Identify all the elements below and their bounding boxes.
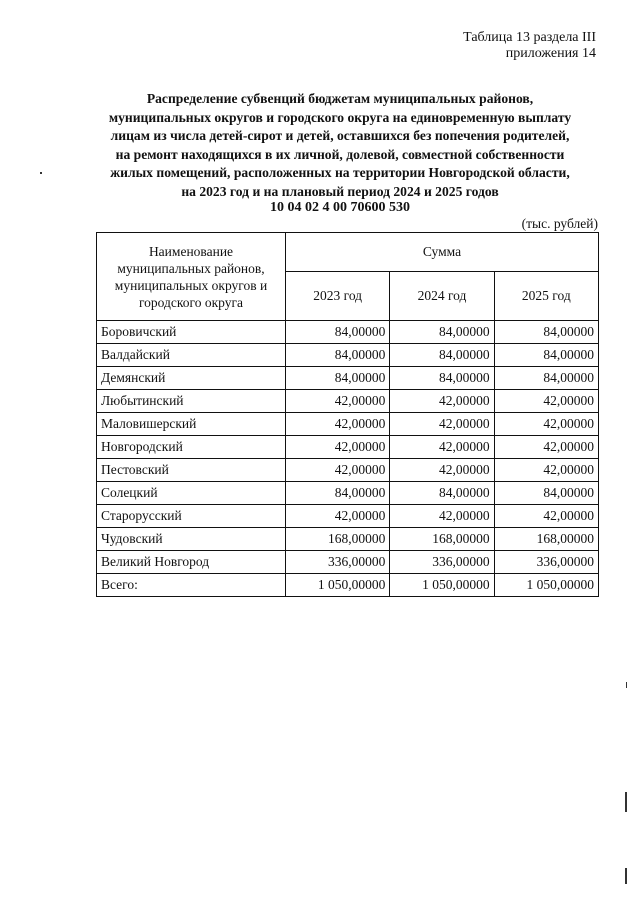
scan-mark bbox=[40, 172, 42, 174]
header-name: Наименование муниципальных районов, муниципальных округов и городского округа bbox=[97, 233, 286, 321]
table-row bbox=[97, 390, 599, 413]
row-name: Старорусский bbox=[97, 505, 286, 528]
row-value-2023: 84,00000 bbox=[286, 482, 390, 505]
row-value-2024: 84,00000 bbox=[390, 482, 494, 505]
table-row bbox=[97, 528, 599, 551]
scan-mark bbox=[626, 682, 627, 688]
row-name: Демянский bbox=[97, 367, 286, 390]
budget-code: 10 04 02 4 00 70600 530 bbox=[270, 200, 410, 215]
row-value-2025: 168,00000 bbox=[494, 528, 598, 551]
total-value-2024: 1 050,00000 bbox=[390, 574, 494, 597]
reference-line-1: Таблица 13 раздела III bbox=[463, 30, 596, 45]
header-sum: Сумма bbox=[286, 233, 599, 272]
row-value-2025: 336,00000 bbox=[494, 551, 598, 574]
title-line: жилых помещений, расположенных на территории Новгородской области, bbox=[110, 165, 570, 181]
row-value-2024: 336,00000 bbox=[390, 551, 494, 574]
scan-mark bbox=[625, 792, 627, 812]
title-line: лицам из числа детей-сирот и детей, оставшихся без попечения родителей, bbox=[110, 128, 570, 144]
table-row bbox=[97, 459, 599, 482]
row-value-2025: 42,00000 bbox=[494, 505, 598, 528]
row-value-2025: 84,00000 bbox=[494, 482, 598, 505]
header-year-2023: 2023 год bbox=[286, 272, 390, 321]
row-value-2023: 42,00000 bbox=[286, 436, 390, 459]
unit-label: (тыс. рублей) bbox=[521, 216, 598, 231]
row-value-2024: 84,00000 bbox=[390, 344, 494, 367]
row-value-2025: 84,00000 bbox=[494, 321, 598, 344]
table-row bbox=[97, 505, 599, 528]
row-name: Новгородский bbox=[97, 436, 286, 459]
table-reference bbox=[463, 30, 596, 62]
row-value-2025: 42,00000 bbox=[494, 413, 598, 436]
row-value-2025: 84,00000 bbox=[494, 344, 598, 367]
table-row bbox=[97, 413, 599, 436]
scan-mark bbox=[625, 868, 627, 884]
header-year-2024: 2024 год bbox=[390, 272, 494, 321]
table-total-row bbox=[97, 574, 599, 597]
table-row bbox=[97, 321, 599, 344]
row-value-2023: 42,00000 bbox=[286, 505, 390, 528]
row-value-2023: 42,00000 bbox=[286, 413, 390, 436]
table-header-row bbox=[97, 233, 599, 272]
row-value-2023: 84,00000 bbox=[286, 367, 390, 390]
table-row bbox=[97, 436, 599, 459]
row-name: Валдайский bbox=[97, 344, 286, 367]
row-value-2023: 84,00000 bbox=[286, 344, 390, 367]
reference-line-2: приложения 14 bbox=[505, 46, 596, 61]
row-name: Чудовский bbox=[97, 528, 286, 551]
row-value-2024: 42,00000 bbox=[390, 436, 494, 459]
row-value-2024: 42,00000 bbox=[390, 505, 494, 528]
document-title bbox=[80, 90, 600, 202]
row-value-2025: 42,00000 bbox=[494, 436, 598, 459]
row-value-2025: 42,00000 bbox=[494, 390, 598, 413]
row-value-2024: 42,00000 bbox=[390, 413, 494, 436]
row-value-2023: 168,00000 bbox=[286, 528, 390, 551]
row-name: Боровичский bbox=[97, 321, 286, 344]
header-year-2025: 2025 год bbox=[494, 272, 598, 321]
row-value-2024: 84,00000 bbox=[390, 321, 494, 344]
row-name: Пестовский bbox=[97, 459, 286, 482]
total-value-2023: 1 050,00000 bbox=[286, 574, 390, 597]
table-row bbox=[97, 344, 599, 367]
table-row bbox=[97, 482, 599, 505]
row-value-2025: 42,00000 bbox=[494, 459, 598, 482]
row-name: Любытинский bbox=[97, 390, 286, 413]
total-label: Всего: bbox=[97, 574, 286, 597]
title-line: муниципальных округов и городского округа на единовременную выплату bbox=[108, 109, 572, 125]
row-name: Великий Новгород bbox=[97, 551, 286, 574]
title-line: Распределение субвенций бюджетам муниципальных районов, bbox=[146, 91, 534, 106]
row-value-2024: 84,00000 bbox=[390, 367, 494, 390]
row-value-2023: 42,00000 bbox=[286, 459, 390, 482]
title-line: на ремонт находящихся в их личной, долевой, совместной собственности bbox=[115, 146, 565, 162]
row-value-2023: 336,00000 bbox=[286, 551, 390, 574]
row-value-2025: 84,00000 bbox=[494, 367, 598, 390]
row-value-2023: 42,00000 bbox=[286, 390, 390, 413]
row-value-2024: 42,00000 bbox=[390, 459, 494, 482]
row-value-2023: 84,00000 bbox=[286, 321, 390, 344]
row-value-2024: 168,00000 bbox=[390, 528, 494, 551]
row-name: Маловишерский bbox=[97, 413, 286, 436]
total-value-2025: 1 050,00000 bbox=[494, 574, 598, 597]
table-row bbox=[97, 551, 599, 574]
title-line: на 2023 год и на плановый период 2024 и 2025 годов bbox=[181, 183, 499, 199]
row-value-2024: 42,00000 bbox=[390, 390, 494, 413]
table-row bbox=[97, 367, 599, 390]
subsidy-table bbox=[96, 232, 599, 597]
row-name: Солецкий bbox=[97, 482, 286, 505]
